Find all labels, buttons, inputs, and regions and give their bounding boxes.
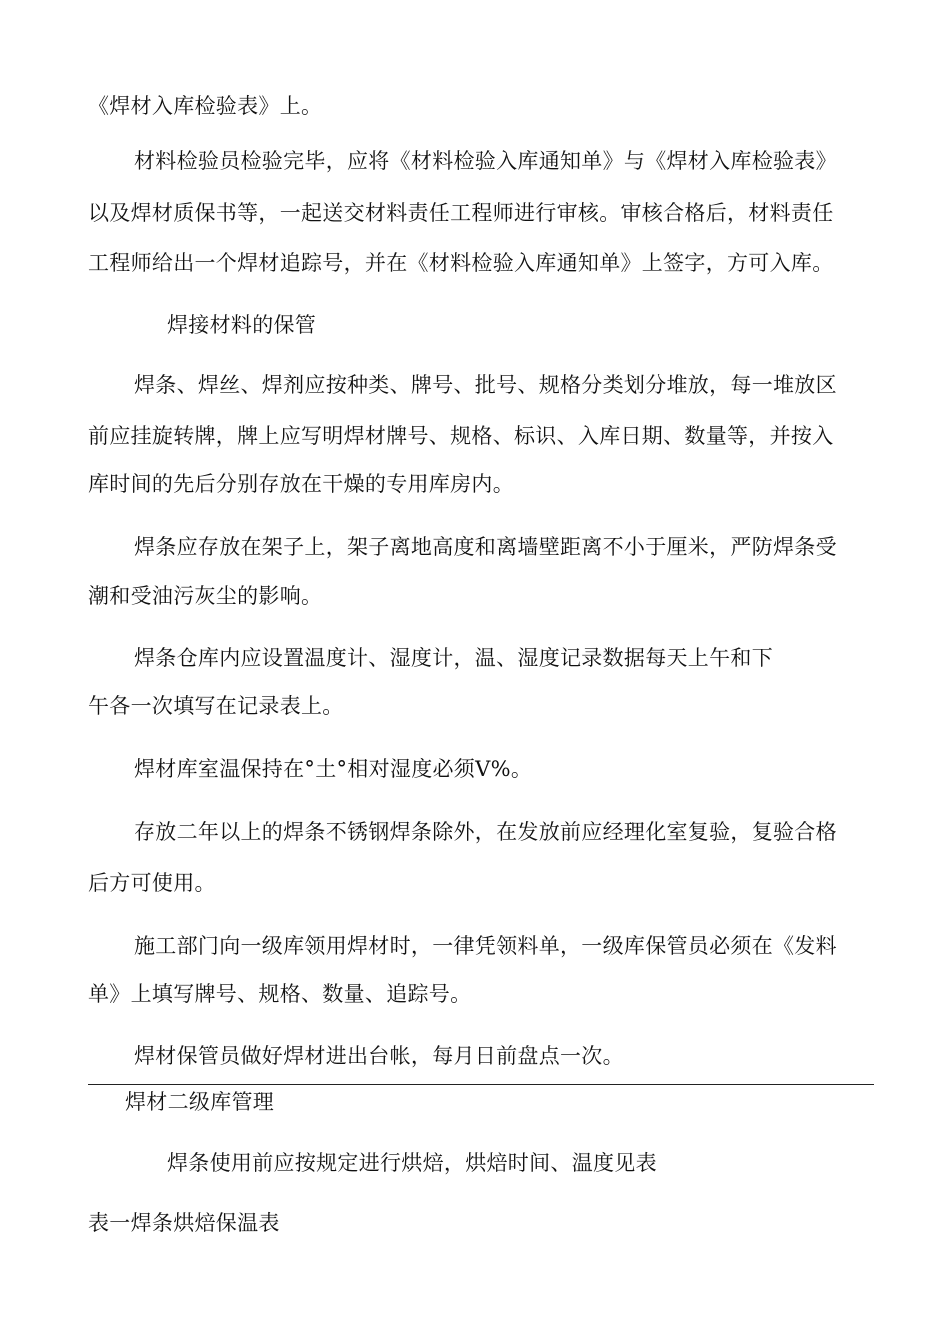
- text-line: 焊条仓库内应设置温度计、湿度计，温、湿度记录数据每天上午和下: [134, 646, 773, 670]
- text-line: 潮和受油污灰尘的影响。: [88, 584, 323, 608]
- section-heading: 焊材二级库管理: [125, 1090, 275, 1114]
- text-line: 焊材保管员做好焊材进出台帐，每月日前盘点一次。: [134, 1044, 624, 1068]
- text-line: 午各一次填写在记录表上。: [88, 694, 344, 718]
- text-line: 焊条、焊丝、焊剂应按种类、牌号、批号、规格分类划分堆放，每一堆放区: [134, 373, 837, 397]
- section-heading: 焊接材料的保管: [167, 313, 317, 337]
- text-line: 存放二年以上的焊条不锈钢焊条除外，在发放前应经理化室复验，复验合格: [134, 820, 837, 844]
- text-line: 工程师给出一个焊材追踪号，并在《材料检验入库通知单》上签字，方可入库。: [88, 251, 834, 275]
- text-line: 焊材库室温保持在°土°相对湿度必须V%。: [134, 757, 533, 781]
- text-line: 后方可使用。: [88, 871, 216, 895]
- text-line: 单》上填写牌号、规格、数量、追踪号。: [88, 982, 472, 1006]
- text-line: 焊条使用前应按规定进行烘焙，烘焙时间、温度见表: [167, 1151, 657, 1175]
- horizontal-divider: [88, 1084, 874, 1085]
- text-line: 以及焊材质保书等，一起送交材料责任工程师进行审核。审核合格后，材料责任: [88, 201, 834, 225]
- text-line: 施工部门向一级库领用焊材时，一律凭领料单，一级库保管员必须在《发料: [134, 934, 837, 958]
- text-line: 库时间的先后分别存放在干燥的专用库房内。: [88, 472, 514, 496]
- text-line: 材料检验员检验完毕，应将《材料检验入库通知单》与《焊材入库检验表》: [134, 149, 837, 173]
- text-line: 《焊材入库检验表》上。: [88, 94, 323, 118]
- text-line: 焊条应存放在架子上，架子离地高度和离墙壁距离不小于厘米，严防焊条受: [134, 535, 837, 559]
- table-caption: 表一焊条烘焙保温表: [88, 1211, 280, 1235]
- text-line: 前应挂旋转牌，牌上应写明焊材牌号、规格、标识、入库日期、数量等，并按入: [88, 424, 834, 448]
